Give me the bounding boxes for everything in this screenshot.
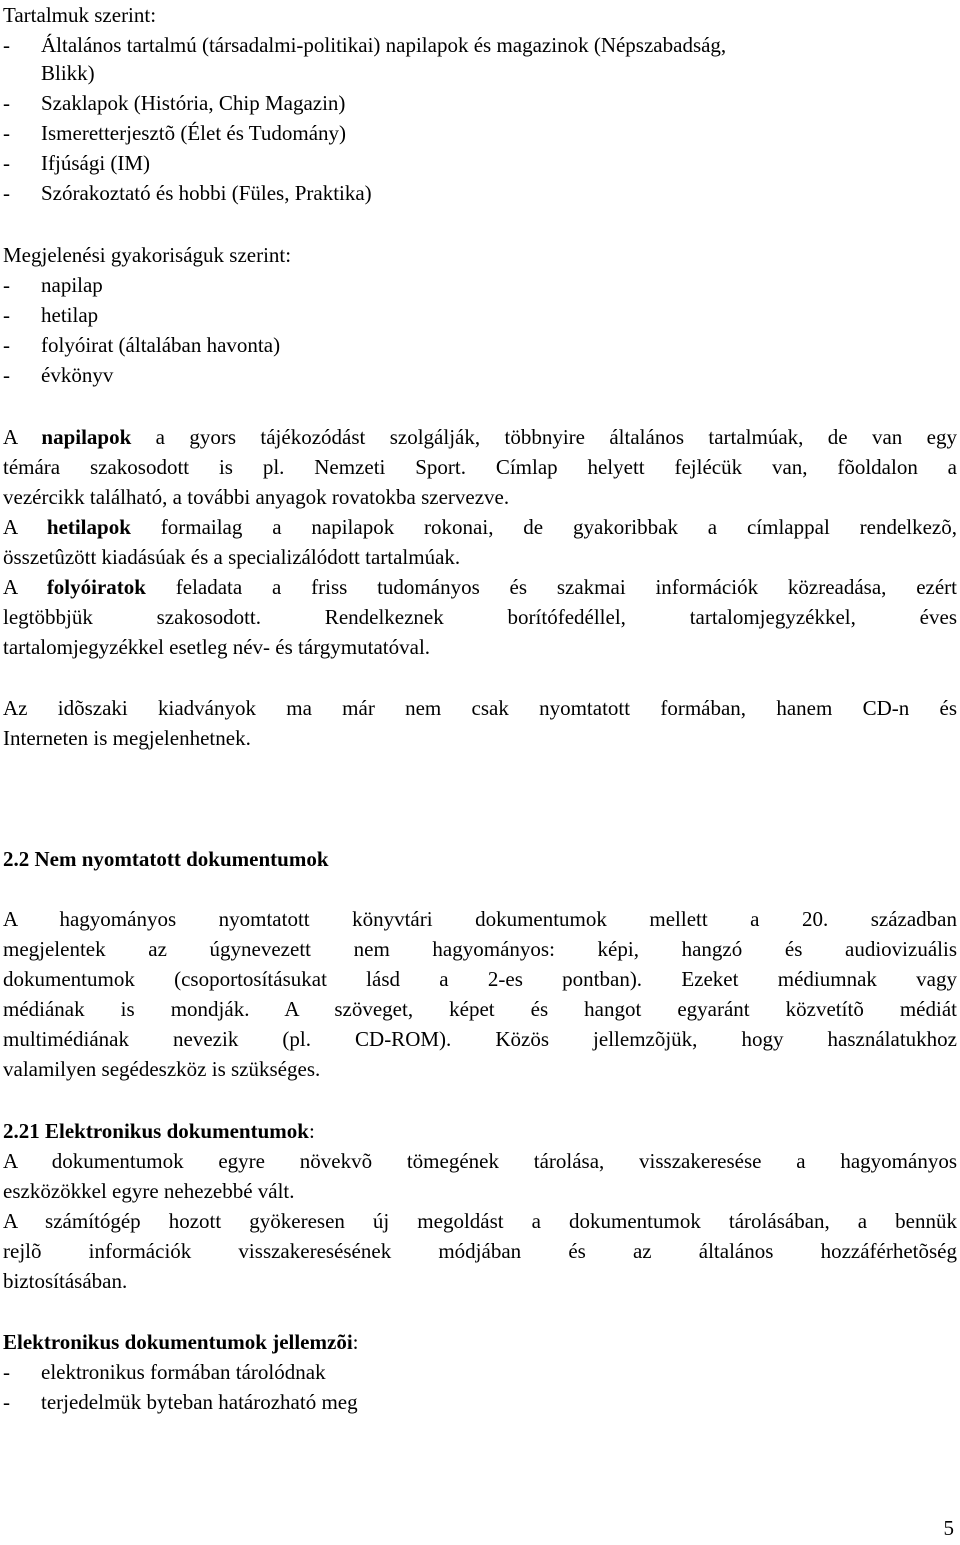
list-item: - hetilap (3, 303, 99, 327)
list-item: - Általános tartalmú (társadalmi-politikai) napilapok és magazinok (Népszabadság, (3, 33, 727, 57)
list-item: - Ismeretterjesztõ (Élet és Tudomány) (3, 121, 347, 145)
section-2-2-paragraph-line: médiának is mondják. A szöveget, képet és hangot egyaránt közvetítõ médiát (3, 997, 957, 1021)
journals-paragraph-line: tartalomjegyzékkel esetleg név- és tárgymutatóval. (3, 635, 431, 659)
section-2-2-paragraph-line: A hagyományos nyomtatott könyvtári dokumentumok mellett a 20. században (3, 907, 957, 931)
page-number: 5 (943, 1516, 954, 1540)
section-2-21-paragraph-line: A dokumentumok egyre növekvõ tömegének tárolása, visszakeresése a hagyományos (3, 1149, 957, 1173)
section-2-2-title: 2.2 Nem nyomtatott dokumentumok (3, 847, 329, 871)
list-item-continuation: Blikk) (41, 61, 95, 85)
weeklies-paragraph-line: összetûzött kiadásúak és a specializálódott tartalmúak. (3, 545, 461, 569)
term-dailies: napilapok (41, 425, 132, 449)
dailies-paragraph-line: vezércikk található, a további anyagok rovatokba szervezve. (3, 485, 510, 509)
section-2-2-paragraph-line: multimédiának nevezik (pl. CD-ROM). Közös jellemzõjük, hogy használatukhoz (3, 1027, 957, 1051)
section-2-21-paragraph-line: A számítógép hozott gyökeresen új megoldást a dokumentumok tárolásában, a bennük (3, 1209, 957, 1233)
list-item: - Szaklapok (História, Chip Magazin) (3, 91, 346, 115)
term-journals: folyóiratok (46, 575, 146, 599)
journals-paragraph-line: A folyóiratok feladata a friss tudományos és szakmai információk közreadása, ezért (3, 575, 957, 599)
features-title: Elektronikus dokumentumok jellemzõi: (3, 1330, 359, 1354)
section-2-2-paragraph-line: megjelentek az úgynevezett nem hagyományos: képi, hangzó és audiovizuális (3, 937, 957, 961)
list-item: - napilap (3, 273, 103, 297)
by-content-heading: Tartalmuk szerint: (3, 3, 157, 27)
journals-paragraph-line: legtöbbjük szakosodott. Rendelkeznek borítófedéllel, tartalomjegyzékkel, éves (3, 605, 957, 629)
online-paragraph-line: Interneten is megjelenhetnek. (3, 726, 251, 750)
list-item: - Szórakoztató és hobbi (Füles, Praktika) (3, 181, 372, 205)
dailies-paragraph-line: A napilapok a gyors tájékozódást szolgálják, többnyire általános tartalmúak, de van egy (3, 425, 957, 449)
online-paragraph-line: Az idõszaki kiadványok ma már nem csak nyomtatott formában, hanem CD-n és (3, 696, 957, 720)
list-item: - elektronikus formában tárolódnak (3, 1360, 326, 1384)
list-item: - terjedelmük byteban határozható meg (3, 1390, 358, 1414)
section-2-21-paragraph-line: rejlõ információk visszakeresésének módjában és az általános hozzáférhetõség (3, 1239, 957, 1263)
section-2-21-title: 2.21 Elektronikus dokumentumok: (3, 1119, 315, 1143)
list-item: - Ifjúsági (IM) (3, 151, 151, 175)
section-2-2-paragraph-line: dokumentumok (csoportosításukat lásd a 2-es pontban). Ezeket médiumnak vagy (3, 967, 957, 991)
dailies-paragraph-line: témára szakosodott is pl. Nemzeti Sport. Címlap helyett fejlécük van, fõoldalon a (3, 455, 957, 479)
list-item: - évkönyv (3, 363, 114, 387)
section-2-21-paragraph-line: eszközökkel egyre nehezebbé vált. (3, 1179, 295, 1203)
by-frequency-heading: Megjelenési gyakoriságuk szerint: (3, 243, 292, 267)
section-2-2-paragraph-line: valamilyen segédeszköz is szükséges. (3, 1057, 321, 1081)
weeklies-paragraph-line: A hetilapok formailag a napilapok rokonai, de gyakoribbak a címlappal rendelkezõ, (3, 515, 957, 539)
list-item: - folyóirat (általában havonta) (3, 333, 281, 357)
section-2-21-paragraph-line: biztosításában. (3, 1269, 128, 1293)
term-weeklies: hetilapok (46, 515, 131, 539)
